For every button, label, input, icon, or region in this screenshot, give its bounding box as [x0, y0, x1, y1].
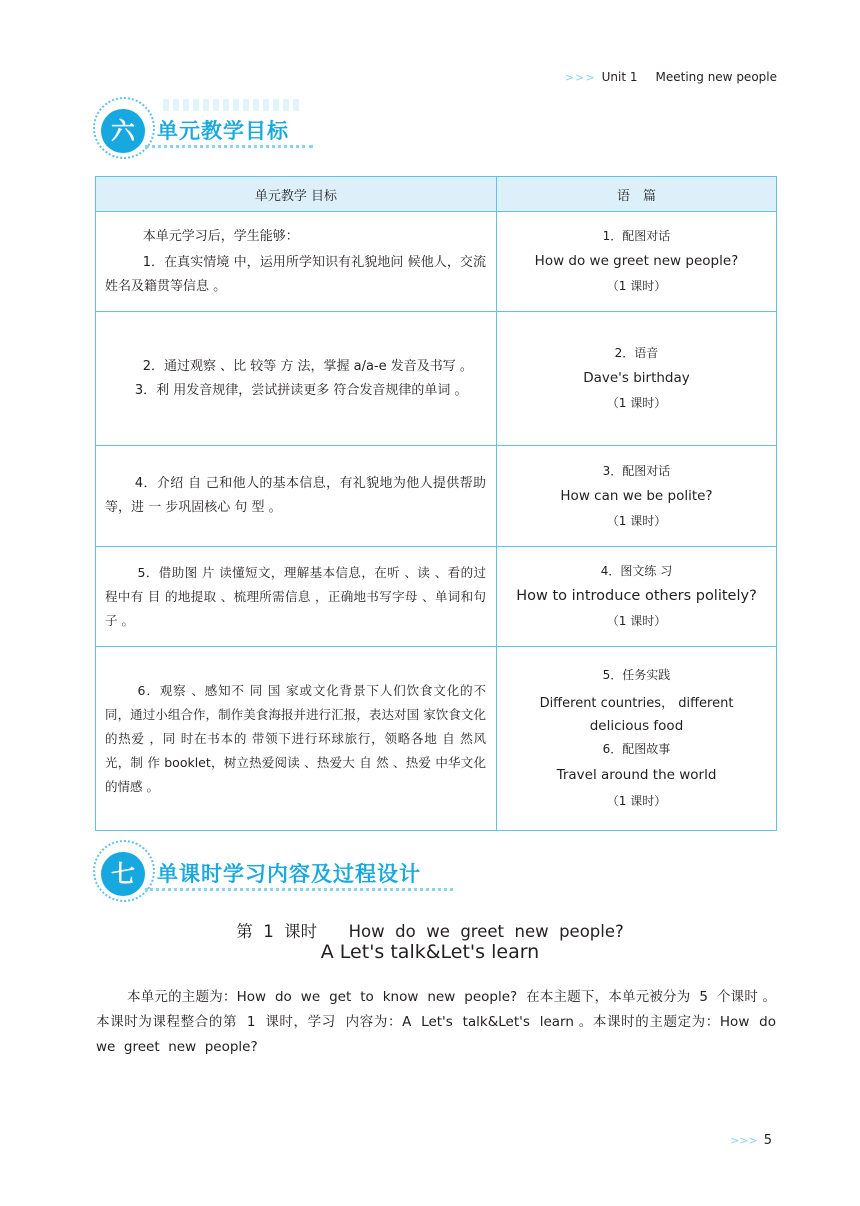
text-label: 4．图文练 习 [600, 564, 673, 578]
goal-cell [96, 547, 497, 647]
page-number: 5 [763, 1133, 772, 1148]
goal-cell [96, 312, 497, 446]
text-cell [497, 547, 777, 647]
lesson-subtitle: A Let's talk&Let's learn [320, 941, 540, 963]
goal-item: 2．通过观察 、比 较等 方 法，掌握 a/a-e 发音及书写 。 [142, 358, 473, 374]
text-title: How do we greet new people? [534, 253, 739, 269]
unit-label: Unit 1 [601, 70, 638, 84]
text-cell [497, 312, 777, 446]
heading-decoration [163, 99, 303, 111]
page-footer [730, 1133, 772, 1148]
table-row [96, 212, 777, 312]
table-row [96, 312, 777, 446]
text-title: Dave's birthday [583, 370, 690, 386]
text-period: （1 课时） [606, 396, 667, 410]
table-row [96, 446, 777, 547]
table-header-row [96, 177, 777, 212]
section-heading-6 [93, 97, 313, 167]
heading-underline [145, 888, 453, 891]
text-period: （1 课时） [606, 513, 667, 528]
goal-item: 3．利 用发音规律，尝试拼读更多 符合发音规律的单词 。 [134, 382, 468, 398]
header-arrows: >>> [564, 71, 596, 84]
text-period: （1 课时） [606, 614, 667, 628]
footer-arrows: >>> [730, 1134, 758, 1147]
text-title: Different countries， different [539, 696, 734, 711]
section-heading-7 [93, 840, 453, 910]
goal-cell [96, 212, 497, 312]
goal-intro: 本单元学习后，学生能够： [142, 228, 299, 244]
lesson-title: 第 1 课时 How do we greet new people? [236, 922, 624, 941]
section-number-badge: 六 [101, 109, 145, 153]
text-title: How can we be polite? [560, 487, 713, 504]
text-title: Travel around the world [556, 767, 717, 783]
text-period: （1 课时） [606, 279, 667, 293]
goal-cell [96, 647, 497, 831]
running-header [565, 70, 777, 84]
section-number-badge: 七 [101, 852, 145, 896]
unit-title: Meeting new people [655, 70, 777, 84]
goal-item: 6．观察 、感知不 同 国 家或文化背景下人们饮食文化的不 同，通过小组合作，制作美食海报并进行汇报，表达对国 家饮食文化的热爱 ，同 时在书本的 带领下进行环球旅行，领略各地 自 然风光，制 作 booklet，树立热爱阅读 、热爱大 自 然 、热爱 中华文化的情感 。 [105, 682, 486, 794]
goal-cell [96, 446, 497, 547]
text-label: 5．任务实践 [602, 668, 671, 682]
table-row [96, 547, 777, 647]
text-label: 1．配图对话 [602, 229, 671, 243]
text-label: 2．语音 [614, 346, 659, 360]
section-title: 单课时学习内容及过程设计 [157, 862, 421, 886]
text-cell [497, 446, 777, 547]
intro-text: 本单元的主题为：How do we get to know new people? 在本主题下，本单元被分为 5 个课时 。 本课时为课程整合的第 1 课时，学习 内容为：A Let's talk&Let's learn 。本课时的主题定为：How do we greet new people? [96, 989, 785, 1055]
section-title: 单元教学目标 [157, 119, 289, 143]
intro-paragraph [96, 985, 785, 1060]
goals-table [95, 176, 777, 831]
text-title: delicious food [589, 718, 684, 734]
text-cell [497, 647, 777, 831]
heading-underline [145, 145, 313, 148]
goal-item: 1．在真实情境 中，运用所学知识有礼貌地问 候他人，交流姓名及籍贯等信息 。 [105, 254, 486, 294]
goal-item: 5．借助图 片 读懂短文，理解基本信息，在听 、读 、看的过程中有 目 的地提取 、梳理所需信息 ，正确地书写字母 、单词和句 子 。 [105, 564, 486, 628]
column-header-texts: 语 篇 [497, 177, 777, 212]
goal-item: 4．介绍 自 己和他人的基本信息，有礼貌地为他人提供帮助等，进 一 步巩固核心 句 型 。 [105, 476, 486, 515]
text-label: 6．配图故事 [602, 742, 671, 756]
text-period: （1 课时） [606, 794, 667, 808]
table-row [96, 647, 777, 831]
text-cell [497, 212, 777, 312]
text-title: How to introduce others politely? [516, 588, 757, 604]
column-header-goals: 单元教学 目标 [96, 177, 497, 212]
text-label: 3．配图对话 [602, 463, 671, 478]
